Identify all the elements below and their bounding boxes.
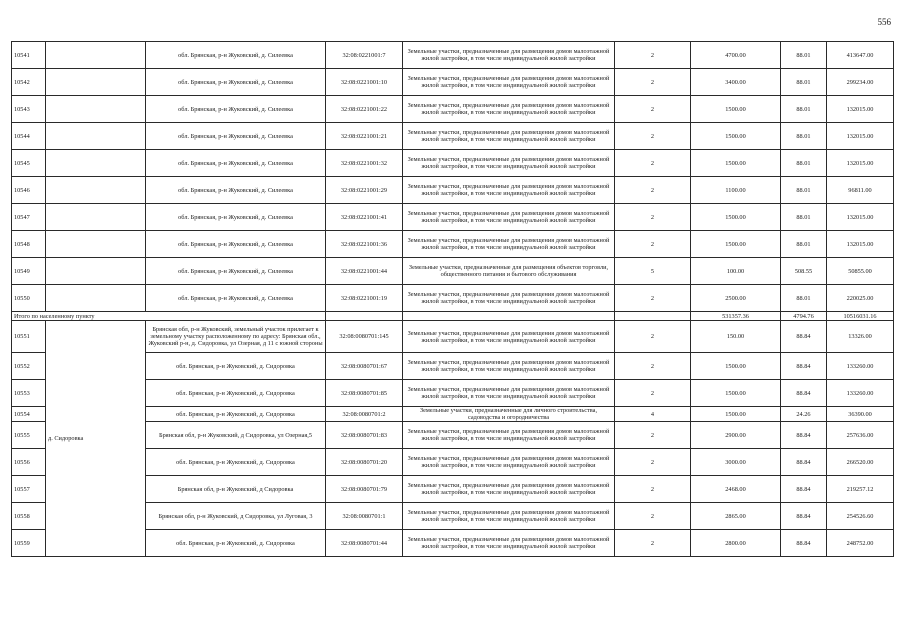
cadastral-number-cell: 32:08:0221001:10 [326, 69, 403, 96]
category-cell: 2 [615, 204, 691, 231]
category-cell: 2 [615, 476, 691, 503]
rate-cell: 508.55 [781, 258, 827, 285]
address-cell: обл. Брянская, р-н Жуковский, д. Сидоровка [146, 380, 326, 407]
area-cell: 4700.00 [691, 42, 781, 69]
category-cell: 2 [615, 177, 691, 204]
area-cell: 150.00 [691, 321, 781, 353]
address-cell: обл. Брянская, р-н Жуковский, д. Сидоровка [146, 449, 326, 476]
address-cell: обл. Брянская, р-н Жуковский, д. Сидоровка [146, 407, 326, 422]
category-cell: 2 [615, 422, 691, 449]
cadastral-value-cell: 132015.00 [827, 123, 894, 150]
permitted-use-cell: Земельные участки, предназначенные для размещения домов малоэтажной жилой застройки, в том числе индивидуальной жилой застройки [403, 96, 615, 123]
subtotal-label: Итого по населенному пункту [12, 312, 326, 321]
row-number: 10541 [12, 42, 46, 69]
cadastral-number-cell: 32:08:0221001:22 [326, 96, 403, 123]
area-cell: 1500.00 [691, 380, 781, 407]
cadastral-number-cell: 32:08:0221001:36 [326, 231, 403, 258]
area-cell: 1500.00 [691, 407, 781, 422]
row-number: 10543 [12, 96, 46, 123]
cadastral-value-cell: 413647.00 [827, 42, 894, 69]
cadastral-value-cell: 132015.00 [827, 96, 894, 123]
area-cell: 100.00 [691, 258, 781, 285]
rows-settlement-sidorovka [12, 321, 894, 557]
rate-cell: 88.01 [781, 231, 827, 258]
row-number: 10555 [12, 422, 46, 449]
rate-cell: 88.01 [781, 42, 827, 69]
address-cell: обл. Брянская, р-н Жуковский, д. Силеевка [146, 150, 326, 177]
rate-cell: 88.84 [781, 449, 827, 476]
table-row [12, 123, 894, 150]
category-cell: 2 [615, 321, 691, 353]
row-number: 10557 [12, 476, 46, 503]
cadastral-value-cell: 219257.12 [827, 476, 894, 503]
permitted-use-cell: Земельные участки, предназначенные для размещения домов малоэтажной жилой застройки, в том числе индивидуальной жилой застройки [403, 530, 615, 557]
permitted-use-cell: Земельные участки, предназначенные для размещения домов малоэтажной жилой застройки, в том числе индивидуальной жилой застройки [403, 503, 615, 530]
area-cell: 2800.00 [691, 530, 781, 557]
address-cell: обл. Брянская, р-н Жуковский, д. Силеевка [146, 258, 326, 285]
table-row [12, 96, 894, 123]
cadastral-value-cell: 266520.00 [827, 449, 894, 476]
area-cell: 1500.00 [691, 231, 781, 258]
address-cell: обл. Брянская, р-н Жуковский, д. Силеевка [146, 123, 326, 150]
cadastral-number-cell: 32:08:0080701:83 [326, 422, 403, 449]
rate-cell: 88.84 [781, 422, 827, 449]
settlement-name: д. Сидоровка [46, 321, 146, 557]
row-number: 10546 [12, 177, 46, 204]
rate-cell: 88.01 [781, 150, 827, 177]
row-number: 10542 [12, 69, 46, 96]
cadastral-value-cell: 220025.00 [827, 285, 894, 312]
cadastral-value-cell: 248752.00 [827, 530, 894, 557]
row-number: 10548 [12, 231, 46, 258]
permitted-use-cell: Земельные участки, предназначенные для размещения домов малоэтажной жилой застройки, в том числе индивидуальной жилой застройки [403, 150, 615, 177]
cadastral-number-cell: 32:08:0221001:41 [326, 204, 403, 231]
row-number: 10550 [12, 285, 46, 312]
category-cell: 4 [615, 407, 691, 422]
area-cell: 1500.00 [691, 150, 781, 177]
row-number: 10551 [12, 321, 46, 353]
page-number: 556 [877, 17, 891, 27]
cadastral-number-cell: 32:08:0221001:7 [326, 42, 403, 69]
settlement-cell [46, 258, 146, 285]
row-number: 10549 [12, 258, 46, 285]
table-row [12, 150, 894, 177]
category-cell: 2 [615, 69, 691, 96]
subtotal-area: 531357.36 [691, 312, 781, 321]
category-cell: 2 [615, 150, 691, 177]
cadastral-value-cell: 36390.00 [827, 407, 894, 422]
cadastral-number-cell: 32:08:0221001:32 [326, 150, 403, 177]
cadastral-value-cell: 254526.60 [827, 503, 894, 530]
area-cell: 1500.00 [691, 204, 781, 231]
cadastral-number-cell: 32:08:0080701:1 [326, 503, 403, 530]
cadastral-value-cell: 133260.00 [827, 380, 894, 407]
rate-cell: 88.01 [781, 123, 827, 150]
category-cell: 2 [615, 380, 691, 407]
rate-cell: 88.84 [781, 503, 827, 530]
permitted-use-cell: Земельные участки, предназначенные для размещения домов малоэтажной жилой застройки, в том числе индивидуальной жилой застройки [403, 476, 615, 503]
address-cell: обл. Брянская, р-н Жуковский, д. Силеевка [146, 204, 326, 231]
settlement-cell [46, 177, 146, 204]
settlement-cell [46, 42, 146, 69]
address-cell: Брянская обл, р-н Жуковский, земельный участок прилегает к земельному участку расположенному по адресу: Брянская обл., Жуковский р-н, д. Сидоровка, ул Озерная, д 11 с южной стороны [146, 321, 326, 353]
area-cell: 2468.00 [691, 476, 781, 503]
permitted-use-cell: Земельные участки, предназначенные для размещения домов малоэтажной жилой застройки, в том числе индивидуальной жилой застройки [403, 353, 615, 380]
area-cell: 1500.00 [691, 123, 781, 150]
category-cell: 2 [615, 231, 691, 258]
address-cell: обл. Брянская, р-н Жуковский, д. Сидоровка [146, 353, 326, 380]
subtotal-blank [403, 312, 615, 321]
rate-cell: 88.84 [781, 476, 827, 503]
row-number: 10547 [12, 204, 46, 231]
permitted-use-cell: Земельные участки, предназначенные для размещения домов малоэтажной жилой застройки, в том числе индивидуальной жилой застройки [403, 177, 615, 204]
cadastral-value-cell: 257636.00 [827, 422, 894, 449]
rate-cell: 88.84 [781, 353, 827, 380]
table-row [12, 204, 894, 231]
rate-cell: 88.01 [781, 69, 827, 96]
table-row [12, 177, 894, 204]
cadastral-value-cell: 299234.00 [827, 69, 894, 96]
rate-cell: 88.01 [781, 177, 827, 204]
rate-cell: 88.84 [781, 321, 827, 353]
table-row [12, 231, 894, 258]
rate-cell: 88.01 [781, 285, 827, 312]
cadastral-value-cell: 96811.00 [827, 177, 894, 204]
permitted-use-cell: Земельные участки, предназначенные для размещения домов малоэтажной жилой застройки, в том числе индивидуальной жилой застройки [403, 69, 615, 96]
address-cell: Брянская обл, р-н Жуковский, д Сидоровка, ул Луговая, 3 [146, 503, 326, 530]
address-cell: обл. Брянская, р-н Жуковский, д. Силеевка [146, 177, 326, 204]
category-cell: 5 [615, 258, 691, 285]
area-cell: 1500.00 [691, 353, 781, 380]
cadastral-number-cell: 32:08:0080701:79 [326, 476, 403, 503]
row-number: 10559 [12, 530, 46, 557]
table-row [12, 321, 894, 353]
area-cell: 2865.00 [691, 503, 781, 530]
settlement-cell [46, 96, 146, 123]
row-number: 10552 [12, 353, 46, 380]
cadastral-value-cell: 133260.00 [827, 353, 894, 380]
permitted-use-cell: Земельные участки, предназначенные для размещения домов малоэтажной жилой застройки, в том числе индивидуальной жилой застройки [403, 231, 615, 258]
permitted-use-cell: Земельные участки, предназначенные для размещения домов малоэтажной жилой застройки, в том числе индивидуальной жилой застройки [403, 422, 615, 449]
cadastral-number-cell: 32:08:0080701:145 [326, 321, 403, 353]
rate-cell: 88.01 [781, 96, 827, 123]
cadastral-number-cell: 32:08:0080701:85 [326, 380, 403, 407]
area-cell: 1500.00 [691, 96, 781, 123]
settlement-cell [46, 285, 146, 312]
category-cell: 2 [615, 449, 691, 476]
permitted-use-cell: Земельные участки, предназначенные для размещения домов малоэтажной жилой застройки, в том числе индивидуальной жилой застройки [403, 449, 615, 476]
category-cell: 2 [615, 285, 691, 312]
subtotal-blank [326, 312, 403, 321]
address-cell: Брянская обл, р-н Жуковский, д Сидоровка, ул Озерная,5 [146, 422, 326, 449]
area-cell: 2500.00 [691, 285, 781, 312]
area-cell: 3400.00 [691, 69, 781, 96]
cadastral-number-cell: 32:08:0080701:67 [326, 353, 403, 380]
cadastral-number-cell: 32:08:0221001:44 [326, 258, 403, 285]
category-cell: 2 [615, 530, 691, 557]
settlement-cell [46, 204, 146, 231]
cadastral-value-cell: 132015.00 [827, 150, 894, 177]
address-cell: обл. Брянская, р-н Жуковский, д. Силеевка [146, 285, 326, 312]
row-number: 10553 [12, 380, 46, 407]
land-registry-table [11, 41, 894, 557]
table-row [12, 285, 894, 312]
rate-cell: 24.26 [781, 407, 827, 422]
category-cell: 2 [615, 42, 691, 69]
category-cell: 2 [615, 123, 691, 150]
category-cell: 2 [615, 353, 691, 380]
permitted-use-cell: Земельные участки, предназначенные для размещения домов малоэтажной жилой застройки, в том числе индивидуальной жилой застройки [403, 321, 615, 353]
subtotal-value: 10516031.16 [827, 312, 894, 321]
address-cell: обл. Брянская, р-н Жуковский, д. Силеевка [146, 42, 326, 69]
category-cell: 2 [615, 503, 691, 530]
row-number: 10545 [12, 150, 46, 177]
settlement-cell [46, 231, 146, 258]
permitted-use-cell: Земельные участки, предназначенные для размещения домов малоэтажной жилой застройки, в том числе индивидуальной жилой застройки [403, 285, 615, 312]
settlement-cell [46, 150, 146, 177]
cadastral-value-cell: 13326.00 [827, 321, 894, 353]
subtotal-blank [615, 312, 691, 321]
subtotal-section [12, 312, 894, 321]
settlement-cell [46, 69, 146, 96]
permitted-use-cell: Земельные участки, предназначенные для размещения объектов торговли, общественного питания и бытового обслуживания [403, 258, 615, 285]
cadastral-number-cell: 32:08:0080701:44 [326, 530, 403, 557]
address-cell: Брянская обл, р-н Жуковский, д Сидоровка [146, 476, 326, 503]
address-cell: обл. Брянская, р-н Жуковский, д. Силеевка [146, 69, 326, 96]
subtotal-rate: 4794.76 [781, 312, 827, 321]
cadastral-number-cell: 32:08:0080701:20 [326, 449, 403, 476]
address-cell: обл. Брянская, р-н Жуковский, д. Силеевка [146, 96, 326, 123]
area-cell: 1100.00 [691, 177, 781, 204]
area-cell: 2900.00 [691, 422, 781, 449]
permitted-use-cell: Земельные участки, предназначенные для размещения домов малоэтажной жилой застройки, в том числе индивидуальной жилой застройки [403, 42, 615, 69]
rows-settlement-sileevka [12, 42, 894, 312]
cadastral-number-cell: 32:08:0221001:29 [326, 177, 403, 204]
cadastral-number-cell: 32:08:0221001:19 [326, 285, 403, 312]
table-row [12, 69, 894, 96]
address-cell: обл. Брянская, р-н Жуковский, д. Силеевка [146, 231, 326, 258]
category-cell: 2 [615, 96, 691, 123]
permitted-use-cell: Земельные участки, предназначенные для размещения домов малоэтажной жилой застройки, в том числе индивидуальной жилой застройки [403, 380, 615, 407]
address-cell: обл. Брянская, р-н Жуковский, д. Сидоровка [146, 530, 326, 557]
table-row [12, 258, 894, 285]
cadastral-number-cell: 32:08:0221001:21 [326, 123, 403, 150]
table-row [12, 42, 894, 69]
cadastral-number-cell: 32:08:0080701:2 [326, 407, 403, 422]
permitted-use-cell: Земельные участки, предназначенные для размещения домов малоэтажной жилой застройки, в том числе индивидуальной жилой застройки [403, 204, 615, 231]
area-cell: 3000.00 [691, 449, 781, 476]
row-number: 10544 [12, 123, 46, 150]
cadastral-value-cell: 50855.00 [827, 258, 894, 285]
permitted-use-cell: Земельные участки, предназначенные для размещения домов малоэтажной жилой застройки, в том числе индивидуальной жилой застройки [403, 123, 615, 150]
row-number: 10556 [12, 449, 46, 476]
rate-cell: 88.84 [781, 530, 827, 557]
row-number: 10554 [12, 407, 46, 422]
rate-cell: 88.84 [781, 380, 827, 407]
row-number: 10558 [12, 503, 46, 530]
permitted-use-cell: Земельные участки, предназначенные для личного строительства, садоводства и огородничества [403, 407, 615, 422]
cadastral-value-cell: 132015.00 [827, 231, 894, 258]
settlement-cell [46, 123, 146, 150]
cadastral-value-cell: 132015.00 [827, 204, 894, 231]
rate-cell: 88.01 [781, 204, 827, 231]
subtotal-row [12, 312, 894, 321]
